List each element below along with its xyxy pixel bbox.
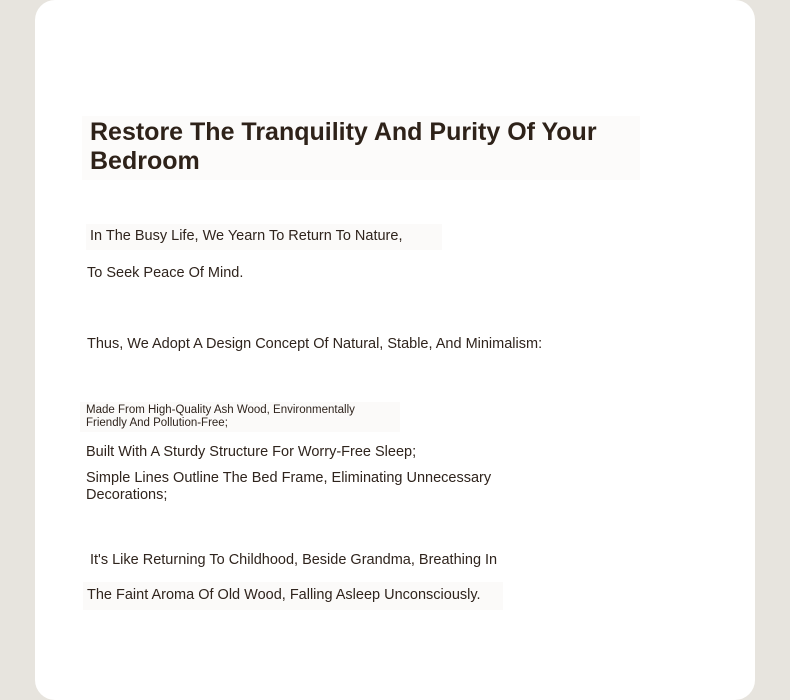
concept-statement: Thus, We Adopt A Design Concept Of Natural, Stable, And Minimalism: — [87, 336, 543, 352]
page-title: Restore The Tranquility And Purity Of Your Bedroom — [82, 116, 640, 180]
intro-line-1: In The Busy Life, We Yearn To Return To Nature, — [86, 224, 442, 250]
feature-structure: Built With A Sturdy Structure For Worry-Free Sleep; — [86, 444, 417, 460]
feature-simple-lines: Simple Lines Outline The Bed Frame, Eliminating Unnecessary Decorations; — [86, 470, 492, 503]
intro-line-2: To Seek Peace Of Mind. — [87, 265, 244, 281]
feature-material: Made From High-Quality Ash Wood, Environmentally Friendly And Pollution-Free; — [80, 402, 400, 432]
closing-line-2: The Faint Aroma Of Old Wood, Falling Asleep Unconsciously. — [83, 582, 503, 610]
closing-line-1: It's Like Returning To Childhood, Beside Grandma, Breathing In — [90, 552, 498, 568]
